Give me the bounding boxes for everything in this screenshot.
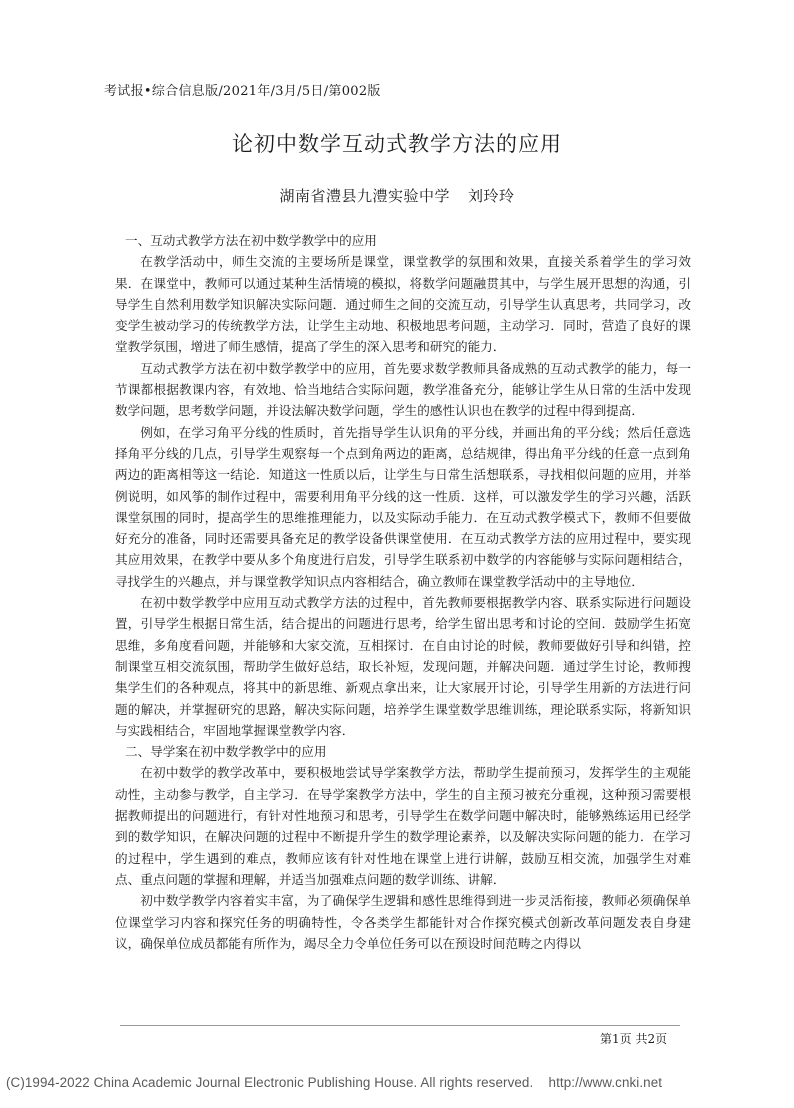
footer-divider — [120, 1025, 680, 1026]
article-title: 论初中数学互动式教学方法的应用 — [232, 132, 562, 156]
body-paragraph: 在初中数学的教学改革中，要积极地尝试导学案教学方法，帮助学生提前预习，发挥学生的主观能动性，主动参与教学，自主学习．在导学案教学方法中，学生的自主预习被充分重视，这种预习需要根据教师提出的问题进行，有针对性地预习和思考，引导学生在数学问题中解决时，能够熟练运用已经学到的数学知识，在解决问题的过程中不断提升学生的数学理论素养，以及解决实际问题的能力．在学习的过程中，学生遇到的难点，教师应该有针对性地在课堂上进行讲解，鼓励互相交流，加强学生对难点、重点问题的掌握和理解，并适当加强难点问题的数学训练、讲解． — [115, 765, 691, 887]
page-number: 第1页 共2页 — [600, 1032, 668, 1046]
copyright-footer: (C)1994-2022 China Academic Journal Electronic Publishing House. All rights reserved. http://www.cnki.net — [6, 1075, 663, 1090]
author-line — [0, 185, 794, 206]
body-paragraph: 初中数学教学内容着实丰富，为了确保学生逻辑和感性思维得到进一步灵活衔接，教师必须确保单位课堂学习内容和探究任务的明确特性，令各类学生都能针对合作探究模式创新改革问题发表自身建议，确保单位成员都能有所作为，竭尽全力令单位任务可以在预设时间范畴之内得以 — [115, 893, 691, 951]
article-body — [115, 230, 691, 954]
section-heading: 一、互动式教学方法在初中数学教学中的应用 — [125, 233, 377, 248]
author-affiliation: 湖南省澧县九澧实验中学 — [279, 187, 450, 205]
author-name: 刘玲玲 — [468, 187, 515, 205]
publication-header: 考试报•综合信息版/2021年/3月/5日/第002版 — [104, 84, 381, 99]
body-paragraph: 在初中数学教学中应用互动式教学方法的过程中，首先教师要根据教学内容、联系实际进行问题设置，引导学生根据日常生活，结合提出的问题进行思考，给学生留出思考和讨论的空间．鼓励学生拓宽思维，多角度看问题，并能够和大家交流，互相探讨．在自由讨论的时候，教师要做好引导和纠错，控制课堂互相交流氛围，帮助学生做好总结，取长补短，发现问题，并解决问题．通过学生讨论，教师搜集学生们的各种观点，将其中的新思维、新观点拿出来，让大家展开讨论，引导学生用新的方法进行问题的解决，并掌握研究的思路，解决实际问题，培养学生课堂数学思维训练，理论联系实际，将新知识与实践相结合，牢固地掌握课堂教学内容． — [115, 595, 691, 738]
body-paragraph: 在教学活动中，师生交流的主要场所是课堂，课堂教学的氛围和效果，直接关系着学生的学习效果．在课堂中，教师可以通过某种生活情境的模拟，将数学问题融贯其中，与学生展开思想的沟通，引导学生自然利用数学知识解决实际问题．通过师生之间的交流互动，引导学生认真思考，共同学习，改变学生被动学习的传统教学方法，让学生主动地、积极地思考问题，主动学习．同时，营造了良好的课堂教学氛围，增进了师生感情，提高了学生的深入思考和研究的能力． — [115, 254, 691, 355]
body-paragraph: 例如，在学习角平分线的性质时，首先指导学生认识角的平分线，并画出角的平分线；然后任意选择角平分线的几点，引导学生观察每一个点到角两边的距离，总结规律，得出角平分线的任意一点到角两边的距离相等这一结论．知道这一性质以后，让学生与日常生活想联系，寻找相似问题的应用，并举例说明，如风筝的制作过程中，需要利用角平分线的这一性质．这样，可以激发学生的学习兴趣，活跃课堂氛围的同时，提高学生的思维推理能力，以及实际动手能力．在互动式教学模式下，教师不但要做好充分的准备，同时还需要具备充足的教学设备供课堂使用．在互动式教学方法的应用过程中，要实现其应用效果，在教学中要从多个角度进行启发，引导学生联系初中数学的内容能够与实际问题相结合，寻找学生的兴趣点，并与课堂教学知识点内容相结合，确立教师在课堂教学活动中的主导地位． — [115, 424, 691, 589]
section-heading: 二、导学案在初中数学教学中的应用 — [125, 744, 327, 760]
body-paragraph: 互动式教学方法在初中数学教学中的应用，首先要求数学教师具备成熟的互动式教学的能力，每一节课都根据教课内容，有效地、恰当地结合实际问题，教学准备充分，能够让学生从日常的生活中发现数学问题，思考数学问题，并设法解决数学问题，学生的感性认识也在教学的过程中得到提高． — [115, 360, 691, 419]
